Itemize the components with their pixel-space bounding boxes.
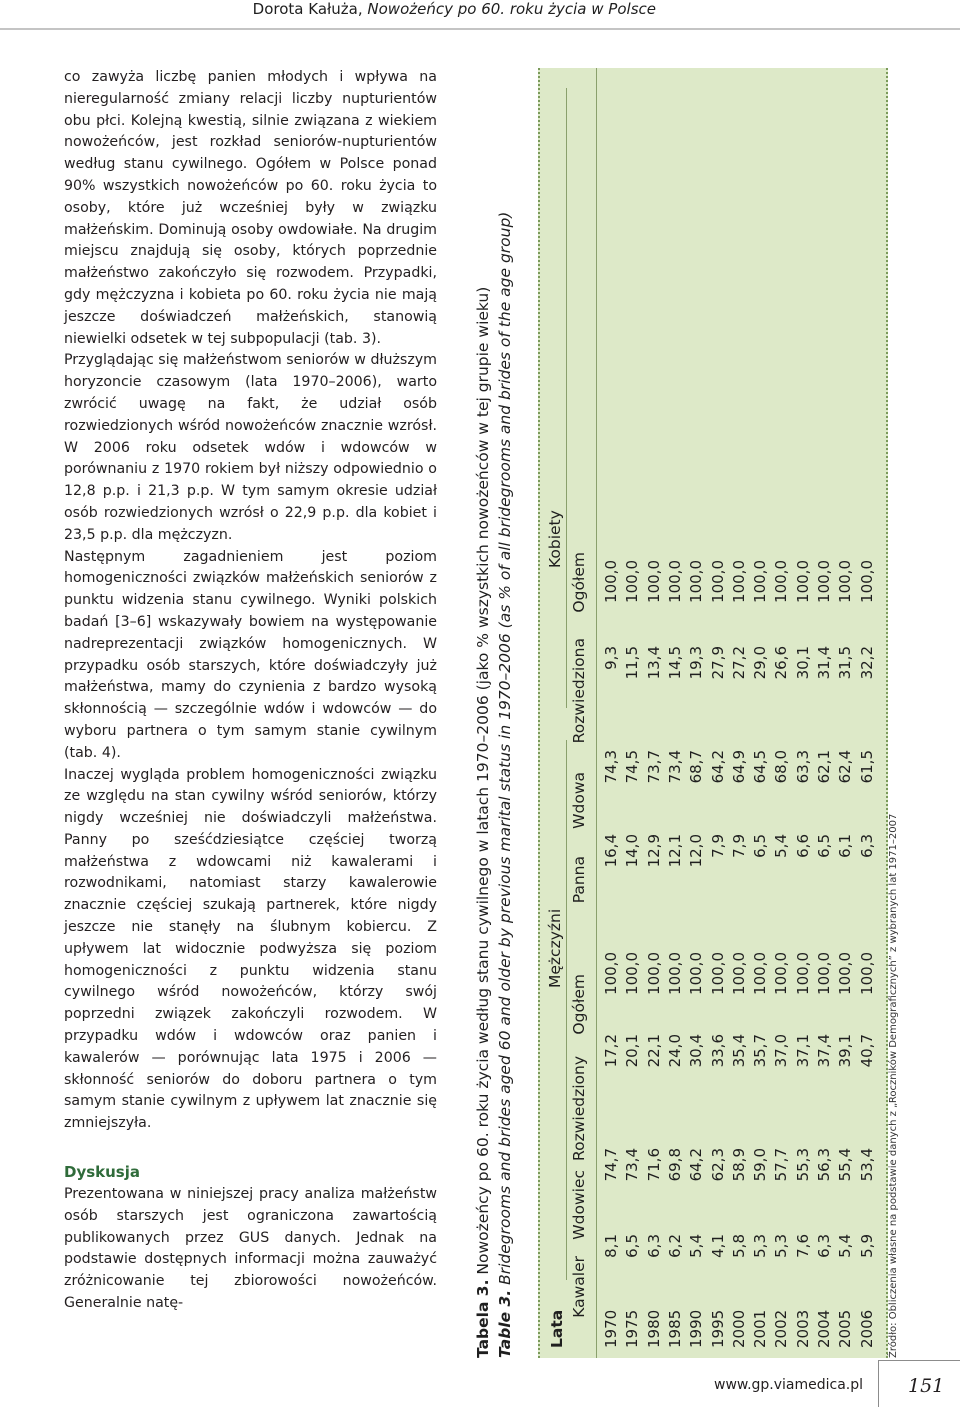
row-year: 1990 (687, 1309, 706, 1348)
table-cell: 24,0 (665, 1034, 684, 1068)
table-cell: 7,6 (793, 1234, 812, 1258)
column-header-5: Wdowa (570, 772, 588, 829)
table-cell: 100,0 (623, 952, 642, 995)
table-cell: 100,0 (729, 952, 748, 995)
table-cell: 9,3 (602, 646, 620, 670)
table-cell: 19,3 (687, 646, 706, 680)
table-cell: 40,7 (857, 1034, 876, 1068)
header-rule (0, 28, 960, 30)
table-cell: 5,3 (751, 1234, 770, 1258)
table-cell: 100,0 (687, 560, 706, 603)
column-header-2: Rozwiedziony (570, 1056, 588, 1161)
table-cell: 100,0 (815, 952, 833, 995)
table-cell: 27,2 (729, 646, 748, 680)
table-cell: 31,5 (836, 646, 855, 680)
table-source: Źródło: Obliczenia własne na podstawie danych z „Roczników Demograficznych” z wybranych lat 1971–2007 (888, 813, 899, 1358)
column-header-6: Rozwiedziona (570, 638, 588, 744)
header-group-men: Mężczyźni (546, 908, 564, 988)
table-cell: 12,9 (644, 834, 663, 868)
paragraph-4: Inaczej wygląda problem homogeniczności związku ze względu na stan cywilny wśród seniorów, którzy nigdy wcześniej nie doświadczyli małżeństwa. Panny po sześćdziesiątce częściej tworzą małżeństwa z wdowcami niż kawalerami i rozwodnikami, natomiast starzy kawalerowie znacznie częściej szukają partnerek, które nigdy jeszcze nie stanęły na ślubnym kobiercu. Z upływem lat widocznie podwyższa się poziom homogeniczności z punktu widzenia stanu cywilnego wśród nowożeńców, którzy swój poprzedni związek zakończyli rozwodem. W przypadku wdów i wdowców oraz panien i kawalerów — porównując lata 1975 i 2006 — skłonność seniorów do doboru partnera o tym samym stanie cywilnym z upływem lat znacznie się zmniejszyła. (64, 766, 437, 1132)
row-year: 1970 (602, 1309, 620, 1348)
table-cell: 29,0 (751, 646, 770, 680)
column-header-3: Ogółem (570, 974, 588, 1035)
row-year: 2003 (793, 1309, 812, 1348)
table-caption-en (496, 212, 514, 1358)
page-number: 151 (908, 1375, 945, 1397)
table-cell: 37,4 (815, 1034, 833, 1068)
table-cell: 100,0 (708, 560, 727, 603)
table-cell: 100,0 (772, 952, 791, 995)
paragraph-2: Przyglądając się małżeństwom seniorów w dłuższym horyzoncie czasowym (lata 1970–2006), warto zwrócić uwagę na fakt, że udział osób rozwiedzionych wśród nowożeńców znacznie wzrósł. W 2006 roku odsetek wdów i wdowców w porównaniu z 1970 rokiem był niższy odpowiednio o 12,8 p.p. i 21,3 p.p. W tym samym okresie udział osób rozwiedzionych wzrósł o 22,9 p.p. dla kobiet i 23,5 p.p. dla mężczyzn. (64, 352, 437, 543)
table-cell: 32,2 (857, 646, 876, 680)
table-cell: 37,0 (772, 1034, 791, 1068)
table-cell: 5,4 (687, 1234, 706, 1258)
table-cell: 6,1 (836, 834, 855, 858)
left-column (64, 67, 437, 1315)
table-label-pl: Tabela 3. (474, 1279, 492, 1358)
row-year: 2006 (857, 1309, 876, 1348)
table-caption-en-text: Bridegrooms and brides aged 60 and older by previous marital status in 1970–2006 (as % of all bridegrooms and brides of the age group) (496, 211, 514, 1285)
table-cell: 56,3 (815, 1148, 833, 1182)
table-cell: 20,1 (623, 1034, 642, 1068)
table-cell: 63,3 (793, 750, 812, 784)
table-cell: 14,0 (623, 834, 642, 868)
section-heading-discussion: Dyskusja (64, 1163, 141, 1182)
row-year: 1975 (623, 1309, 642, 1348)
table-cell: 100,0 (857, 560, 876, 603)
row-year: 2000 (729, 1309, 748, 1348)
table-cell: 71,6 (644, 1148, 663, 1182)
paragraph-1: co zawyża liczbę panien młodych i wpływa na nieregularność zmiany relacji liczby nupturientów obu płci. Kolejną kwestią, silnie związana z wiekiem nowożeńców, jest rozkład seniorów-nupturientów według stanu cywilnego. Ogółem w Polsce ponad 90% wszystkich nowożeńców po 60. roku życia to osoby, które już wcześniej były w związku małżeńskim. Dominują osoby owdowiałe. Na drugim miejscu znajdują się osoby, których poprzednie małżeństwo zakończyło się rozwodem. Przypadki, gdy mężczyzna i kobieta po 60. roku życia nie mają jeszcze doświadczeń małżeńskich, stanowią niewielki odsetek w tej subpopulacji (tab. 3). (64, 69, 437, 347)
row-year: 2005 (836, 1309, 855, 1348)
table-cell: 100,0 (751, 560, 770, 603)
table-cell: 39,1 (836, 1034, 855, 1068)
table-cell: 74,3 (602, 750, 620, 784)
paragraph-3: Następnym zagadnieniem jest poziom homogeniczności związków małżeńskich seniorów z punktu widzenia stanu cywilnego. Wyniki polskich badań [3–6] wskazywały bowiem na występowanie nadreprezentacji związków homogenicznych. W przypadku osób starszych, które doświadczyły już małżeństwa, mamy do czynienia z bardzo wysoką skłonnością — szczególnie wdów i wdowców — do wyboru partnera o tym samym stanie cywilnym (tab. 4). (64, 548, 437, 761)
table-cell: 100,0 (644, 952, 663, 995)
table-cell: 35,4 (729, 1034, 748, 1068)
table-cell: 6,6 (793, 834, 812, 858)
table-cell: 53,4 (857, 1148, 876, 1182)
table-cell: 64,2 (687, 1148, 706, 1182)
table-cell: 7,9 (708, 834, 727, 858)
discussion-paragraph: Prezentowana w niniejszej pracy analiza małżeństw osób starszych jest ograniczona zawartością publikowanych przez GUS danych. Jednak na podstawie dostępnych informacji można zauważyć zróżnicowanie tej zbiorowości nowożeńców. Generalnie natę- (64, 1186, 437, 1312)
column-header-1: Wdowiec (570, 1170, 588, 1240)
table-cell: 100,0 (772, 560, 791, 603)
table-cell: 64,5 (751, 750, 770, 784)
running-header (253, 0, 656, 18)
table-cell: 55,4 (836, 1148, 855, 1182)
table-cell: 4,1 (708, 1234, 727, 1258)
column-header-4: Panna (570, 856, 588, 904)
row-year: 1995 (708, 1309, 727, 1348)
table-cell: 6,3 (644, 1234, 663, 1258)
table-cell: 57,7 (772, 1148, 791, 1182)
table-cell: 14,5 (665, 646, 684, 680)
table-cell: 100,0 (793, 952, 812, 995)
table-cell: 11,5 (623, 646, 642, 680)
group-rule-women (566, 88, 567, 708)
table-cell: 100,0 (665, 952, 684, 995)
header-group-women: Kobiety (546, 510, 564, 568)
table-cell: 100,0 (687, 952, 706, 995)
table-cell: 100,0 (836, 560, 855, 603)
footer-url: www.gp.viamedica.pl (714, 1377, 864, 1393)
table-cell: 61,5 (857, 750, 876, 784)
table-cell: 59,0 (751, 1148, 770, 1182)
table-cell: 100,0 (836, 952, 855, 995)
table-cell: 55,3 (793, 1148, 812, 1182)
row-year: 2004 (815, 1309, 833, 1348)
table-cell: 6,5 (751, 834, 770, 858)
table-cell: 100,0 (644, 560, 663, 603)
table-cell: 6,5 (623, 1234, 642, 1258)
table-cell: 68,0 (772, 750, 791, 784)
table-cell: 8,1 (602, 1234, 620, 1258)
table-cell: 64,2 (708, 750, 727, 784)
table-cell: 33,6 (708, 1034, 727, 1068)
table-cell: 5,4 (772, 834, 791, 858)
footer-rule-horizontal (878, 1360, 960, 1361)
table-caption-pl (474, 287, 492, 1358)
table-cell: 74,7 (602, 1148, 620, 1182)
table-cell: 5,3 (772, 1234, 791, 1258)
table-cell: 69,8 (665, 1148, 684, 1182)
table-cell: 68,7 (687, 750, 706, 784)
table-cell: 7,9 (729, 834, 748, 858)
table-3 (458, 60, 921, 1358)
row-year: 2001 (751, 1309, 770, 1348)
table-cell: 6,2 (665, 1234, 684, 1258)
table-cell: 6,3 (815, 1234, 833, 1258)
table-cell: 26,6 (772, 646, 791, 680)
page-header (0, 0, 960, 36)
table-cell: 12,0 (687, 834, 706, 868)
header-title: Nowożeńcy po 60. roku życia w Polsce (367, 0, 656, 18)
table-cell: 30,1 (793, 646, 812, 680)
table-cell: 100,0 (729, 560, 748, 603)
table-cell: 62,4 (836, 750, 855, 784)
column-header-0: Kawaler (570, 1256, 588, 1318)
table-cell: 100,0 (751, 952, 770, 995)
table-cell: 5,9 (857, 1234, 876, 1258)
row-year: 2002 (772, 1309, 791, 1348)
table-cell: 6,3 (857, 834, 876, 858)
table-body (538, 68, 888, 1358)
header-lata: Lata (548, 1309, 566, 1348)
column-header-7: Ogółem (570, 552, 588, 613)
table-cell: 35,7 (751, 1034, 770, 1068)
table-cell: 13,4 (644, 646, 663, 680)
table-cell: 5,4 (836, 1234, 855, 1258)
table-cell: 73,4 (665, 750, 684, 784)
table-cell: 100,0 (623, 560, 642, 603)
table-label-en: Table 3. (496, 1289, 514, 1358)
table-cell: 5,8 (729, 1234, 748, 1258)
table-cell: 62,3 (708, 1148, 727, 1182)
table-cell: 100,0 (793, 560, 812, 603)
table-cell: 27,9 (708, 646, 727, 680)
table-cell: 62,1 (815, 750, 833, 784)
table-cell: 64,9 (729, 750, 748, 784)
row-year: 1980 (644, 1309, 663, 1348)
row-year: 1985 (665, 1309, 684, 1348)
table-cell: 74,5 (623, 750, 642, 784)
table-cell: 16,4 (602, 834, 620, 868)
table-cell: 31,4 (815, 646, 833, 680)
table-cell: 100,0 (815, 560, 833, 603)
table-cell: 37,1 (793, 1034, 812, 1068)
table-cell: 6,5 (815, 834, 833, 858)
table-cell: 100,0 (602, 560, 620, 603)
table-cell: 17,2 (602, 1034, 620, 1068)
table-cell: 100,0 (602, 952, 620, 995)
header-rule (596, 68, 597, 1358)
table-cell: 30,4 (687, 1034, 706, 1068)
table-cell: 22,1 (644, 1034, 663, 1068)
table-cell: 58,9 (729, 1148, 748, 1182)
table-cell: 100,0 (708, 952, 727, 995)
table-cell: 73,7 (644, 750, 663, 784)
table-cell: 100,0 (665, 560, 684, 603)
table-cell: 73,4 (623, 1148, 642, 1182)
group-rule-men (566, 740, 567, 1280)
header-author: Dorota Kałuża, (252, 0, 363, 18)
table-cell: 100,0 (857, 952, 876, 995)
footer-rule-vertical (878, 1360, 879, 1407)
table-cell: 12,1 (665, 834, 684, 868)
table-caption-pl-text: Nowożeńcy po 60. roku życia według stanu cywilnego w latach 1970–2006 (jako % wszystkich nowożeńców w tej grupie wieku) (474, 286, 492, 1275)
